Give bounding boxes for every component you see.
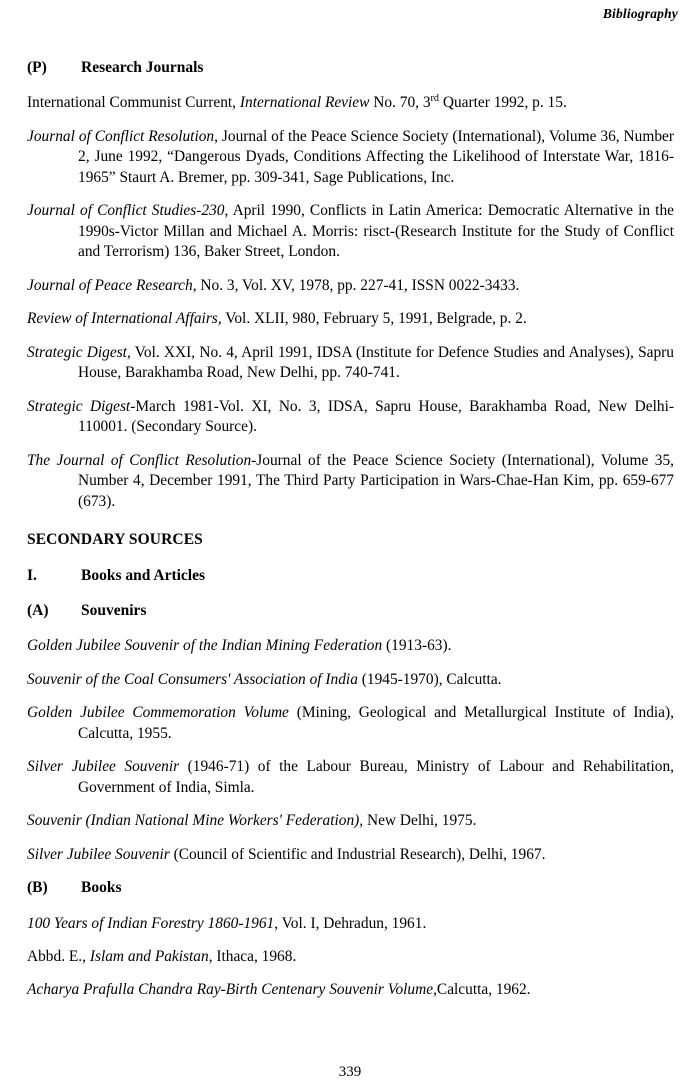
entry-text: , Vol. I, Dehradun, 1961. — [274, 914, 427, 932]
bibliography-entry — [27, 914, 674, 934]
entry-title-italic: Silver Jubilee Souvenir — [27, 758, 180, 776]
entry-text: New Delhi, 1975. — [363, 812, 477, 830]
entry-title-italic: Souvenir (Indian National Mine Workers' Federation), — [27, 812, 364, 830]
entry-text: , No. 3, Vol. XV, 1978, pp. 227-41, ISSN 0022-3433. — [192, 276, 520, 294]
bibliography-entry — [27, 276, 674, 296]
heading-label-i: I. — [27, 566, 37, 584]
entry-title-italic: Golden Jubilee Commemoration Volume — [27, 704, 289, 722]
entry-title-italic: Silver Jubilee Souvenir — [27, 845, 170, 863]
entry-title-italic: Strategic Digest — [27, 343, 127, 361]
bibliography-entry — [27, 636, 674, 656]
entry-title-italic: Golden Jubilee Souvenir of the Indian Mining Federation — [27, 637, 383, 655]
entry-text: (Council of Scientific and Industrial Research), Delhi, 1967. — [169, 845, 546, 863]
entry-title-italic: Journal of Peace Research — [27, 276, 193, 294]
heading-title-souvenirs: Souvenirs — [81, 601, 147, 619]
running-head: Bibliography — [602, 6, 678, 21]
heading-title-research-journals: Research Journals — [81, 59, 204, 76]
heading-books-and-articles — [27, 566, 674, 585]
book-entry-list — [27, 914, 674, 1001]
entry-text: (1946-71) of the Labour Bureau, Ministry of Labour and Rehabilitation, Government of India, Simla. — [78, 758, 674, 796]
bibliography-entry — [27, 201, 674, 262]
bibliography-entry — [27, 757, 674, 798]
entry-text: Quarter 1992, p. 15. — [439, 94, 567, 112]
entry-text: -Journal of the Peace Science Society (International), Volume 35, Number 4, December 1991, The Third Party Participation in Wars-Chae-Han Kim, pp. 659-677 (673). — [78, 451, 674, 510]
entry-text: (1945-1970), Calcutta. — [357, 670, 502, 688]
entry-text: (1913-63). — [382, 637, 452, 655]
bibliography-entry — [27, 309, 674, 329]
entry-superscript: rd — [430, 93, 439, 105]
bibliography-entry — [27, 397, 674, 438]
bibliography-entry — [27, 811, 674, 831]
entry-title-italic: Acharya Prafulla Chandra Ray-Birth Centenary Souvenir Volume — [27, 981, 434, 999]
heading-label-p: (P) — [27, 59, 47, 76]
page-content — [27, 58, 674, 1014]
bibliography-entry — [27, 451, 674, 512]
heading-label-b: (B) — [27, 879, 48, 897]
journal-entry-list — [27, 93, 674, 512]
entry-text: No. 70, 3 — [369, 94, 431, 112]
entry-title-italic: The Journal of Conflict Resolution — [27, 451, 252, 469]
entry-text: , Vol. XLII, 980, February 5, 1991, Belgrade, p. 2. — [217, 310, 527, 328]
heading-title-books: Books — [81, 879, 122, 897]
entry-title-italic: Journal of Conflict Studies-230 — [27, 202, 225, 220]
entry-text: , Ithaca, 1968. — [208, 947, 297, 965]
heading-secondary-sources: SECONDARY SOURCES — [27, 531, 203, 549]
entry-title-italic: Souvenir of the Coal Consumers' Association of India — [27, 670, 358, 688]
bibliography-entry — [27, 703, 674, 744]
entry-text: (Mining, Geological and Metallurgical Institute of India), Calcutta, 1955. — [78, 704, 674, 742]
heading-research-journals — [27, 58, 674, 77]
bibliography-entry — [27, 670, 674, 690]
page-number: 339 — [338, 1064, 362, 1080]
heading-souvenirs — [27, 601, 674, 620]
bibliography-entry — [27, 845, 674, 865]
souvenir-entry-list — [27, 636, 674, 865]
entry-title-italic: Journal of Conflict Resolution — [27, 127, 215, 145]
entry-text: , April 1990, Conflicts in Latin America: Democratic Alternative in the 1990s-Victor Millan and Michael A. Morris: risct-(Research Institute for the Study of Conflict and Terrorism) 136, Baker Street, London. — [78, 202, 674, 261]
entry-title-italic: Review of International Affairs — [27, 310, 218, 328]
entry-title-italic: 100 Years of Indian Forestry 1860-1961 — [27, 914, 275, 932]
entry-text: Abbd. E., — [27, 947, 90, 965]
bibliography-entry — [27, 980, 674, 1000]
heading-label-a: (A) — [27, 601, 49, 619]
bibliography-entry — [27, 127, 674, 188]
heading-title-books-and-articles: Books and Articles — [81, 566, 206, 584]
entry-title-italic: Strategic Digest — [27, 397, 131, 415]
entry-title-italic: Islam and Pakistan — [89, 947, 209, 965]
bibliography-entry — [27, 93, 674, 113]
heading-books — [27, 878, 674, 897]
bibliography-entry — [27, 947, 674, 967]
entry-text: International Communist Current, — [27, 94, 240, 112]
entry-text: -March 1981-Vol. XI, No. 3, IDSA, Sapru House, Barakhamba Road, New Delhi-110001. (Secondary Source). — [78, 397, 674, 436]
entry-text: , Vol. XXI, No. 4, April 1991, IDSA (Institute for Defence Studies and Analyses), Sapru House, Barakhamba Road, New Delhi, pp. 740-741. — [78, 343, 674, 382]
bibliography-entry — [27, 343, 674, 384]
entry-text: , Journal of the Peace Science Society (International), Volume 36, Number 2, June 1992, “Dangerous Dyads, Conditions Affecting the Likelihood of Interstate War, 1816-1965” Staurt A. Bremer, pp. 309-341, Sage Publications, Inc. — [78, 127, 674, 186]
entry-title-italic: International Review — [239, 94, 370, 112]
entry-text: ,Calcutta, 1962. — [433, 981, 531, 999]
